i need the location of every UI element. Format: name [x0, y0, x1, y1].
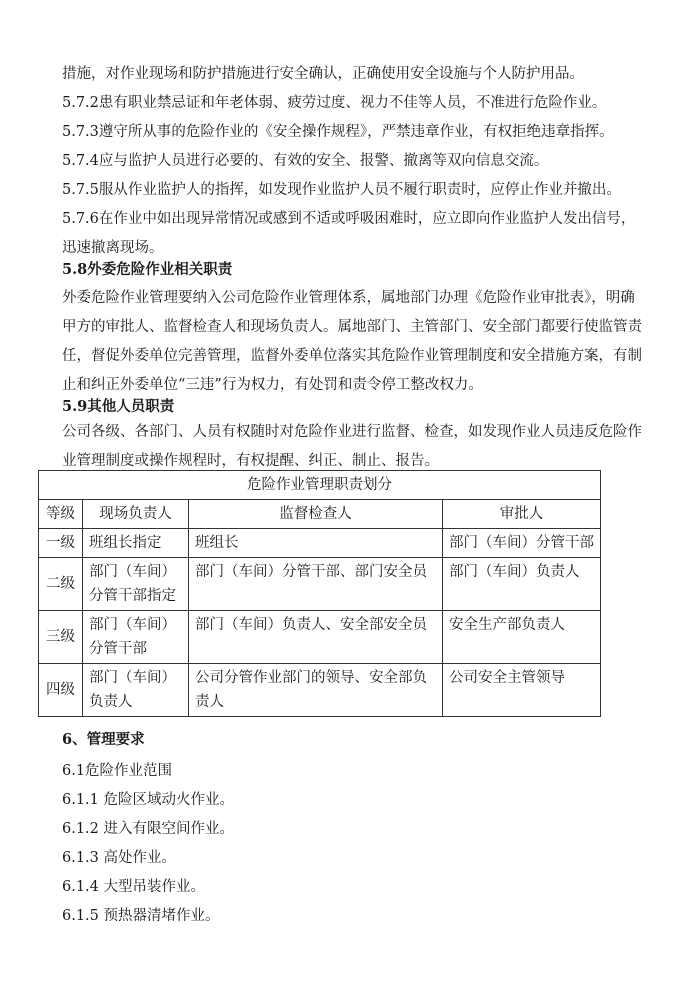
table-cell: 三级 — [39, 611, 83, 664]
list-item: 6.1.3 高处作业。 — [62, 850, 177, 866]
table-cell: 部门（车间）分管干部 — [443, 529, 601, 558]
paragraph-5-7-5: 5.7.5服从作业监护人的指挥，如发现作业监护人员不履行职责时，应停止作业并撤出。 — [62, 182, 621, 198]
list-item: 6.1.2 进入有限空间作业。 — [62, 821, 235, 837]
paragraph-5-7-4: 5.7.4应与监护人员进行必要的、有效的安全、报警、撤离等双向信息交流。 — [62, 153, 549, 169]
list-item: 6.1.1 危险区域动火作业。 — [62, 792, 235, 808]
table-cell: 部门（车间）分管干部 — [83, 611, 189, 664]
header-approver: 审批人 — [443, 500, 601, 529]
table-cell: 一级 — [39, 529, 83, 558]
table-cell: 部门（车间）负责人 — [83, 664, 189, 717]
table-cell: 班组长 — [189, 529, 443, 558]
table-cell: 安全生产部负责人 — [443, 611, 601, 664]
table-cell: 二级 — [39, 558, 83, 611]
table-cell: 部门（车间）负责人、安全部安全员 — [189, 611, 443, 664]
table-cell: 部门（车间）分管干部、部门安全员 — [189, 558, 443, 611]
paragraph-5-7-3: 5.7.3遵守所从事的危险作业的《安全操作规程》，严禁违章作业，有权拒绝违章指挥。 — [62, 124, 614, 140]
table-cell: 四级 — [39, 664, 83, 717]
paragraph-5-7-6: 5.7.6在作业中如出现异常情况或感到不适或呼吸困难时，应立即向作业监护人发出信号，迅速撤离现场。 — [62, 211, 636, 256]
heading-5-9: 5.9其他人员职责 — [62, 398, 175, 415]
header-level: 等级 — [39, 500, 83, 529]
responsibility-table — [38, 470, 601, 717]
table-cell: 公司安全主管领导 — [443, 664, 601, 717]
table-row — [39, 558, 601, 611]
heading-5-8: 5.8外委危险作业相关职责 — [62, 261, 233, 278]
list-item: 6.1.4 大型吊装作业。 — [62, 879, 206, 895]
table-row — [39, 664, 601, 717]
table-cell: 部门（车间）负责人 — [443, 558, 601, 611]
header-site-lead: 现场负责人 — [83, 500, 189, 529]
table-cell: 班组长指定 — [83, 529, 189, 558]
paragraph-5-8: 外委危险作业管理要纳入公司危险作业管理体系，属地部门办理《危险作业审批表》，明确甲方的审批人、监督检查人和现场负责人。属地部门、主管部门、安全部门都要行使监管责任，督促外委单位完善管理，监督外委单位落实其危险作业管理制度和安全措施方案，有制止和纠正外委单位“三违”行为权力，有处罚和责令停工整改权力。 — [62, 290, 642, 393]
table-title-row — [39, 471, 601, 500]
table-header-row — [39, 500, 601, 529]
heading-6: 6、管理要求 — [62, 731, 145, 748]
list-item: 6.1危险作业范围 — [62, 763, 173, 779]
table-row — [39, 611, 601, 664]
paragraph-5-9: 公司各级、各部门、人员有权随时对危险作业进行监督、检查，如发现作业人员违反危险作业管理制度或操作规程时，有权提醒、纠正、制止、报告。 — [62, 424, 642, 469]
table-cell: 公司分管作业部门的领导、安全部负责人 — [189, 664, 443, 717]
section-6-list — [62, 757, 234, 931]
paragraph-intro: 措施，对作业现场和防护措施进行安全确认，正确使用安全设施与个人防护用品。 — [62, 66, 584, 82]
table-cell: 部门（车间）分管干部指定 — [83, 558, 189, 611]
table-row — [39, 529, 601, 558]
header-inspector: 监督检查人 — [189, 500, 443, 529]
table-title: 危险作业管理职责划分 — [39, 471, 601, 500]
list-item: 6.1.5 预热器清堵作业。 — [62, 908, 220, 924]
paragraph-5-7-2: 5.7.2患有职业禁忌证和年老体弱、疲劳过度、视力不佳等人员，不准进行危险作业。 — [62, 95, 607, 111]
